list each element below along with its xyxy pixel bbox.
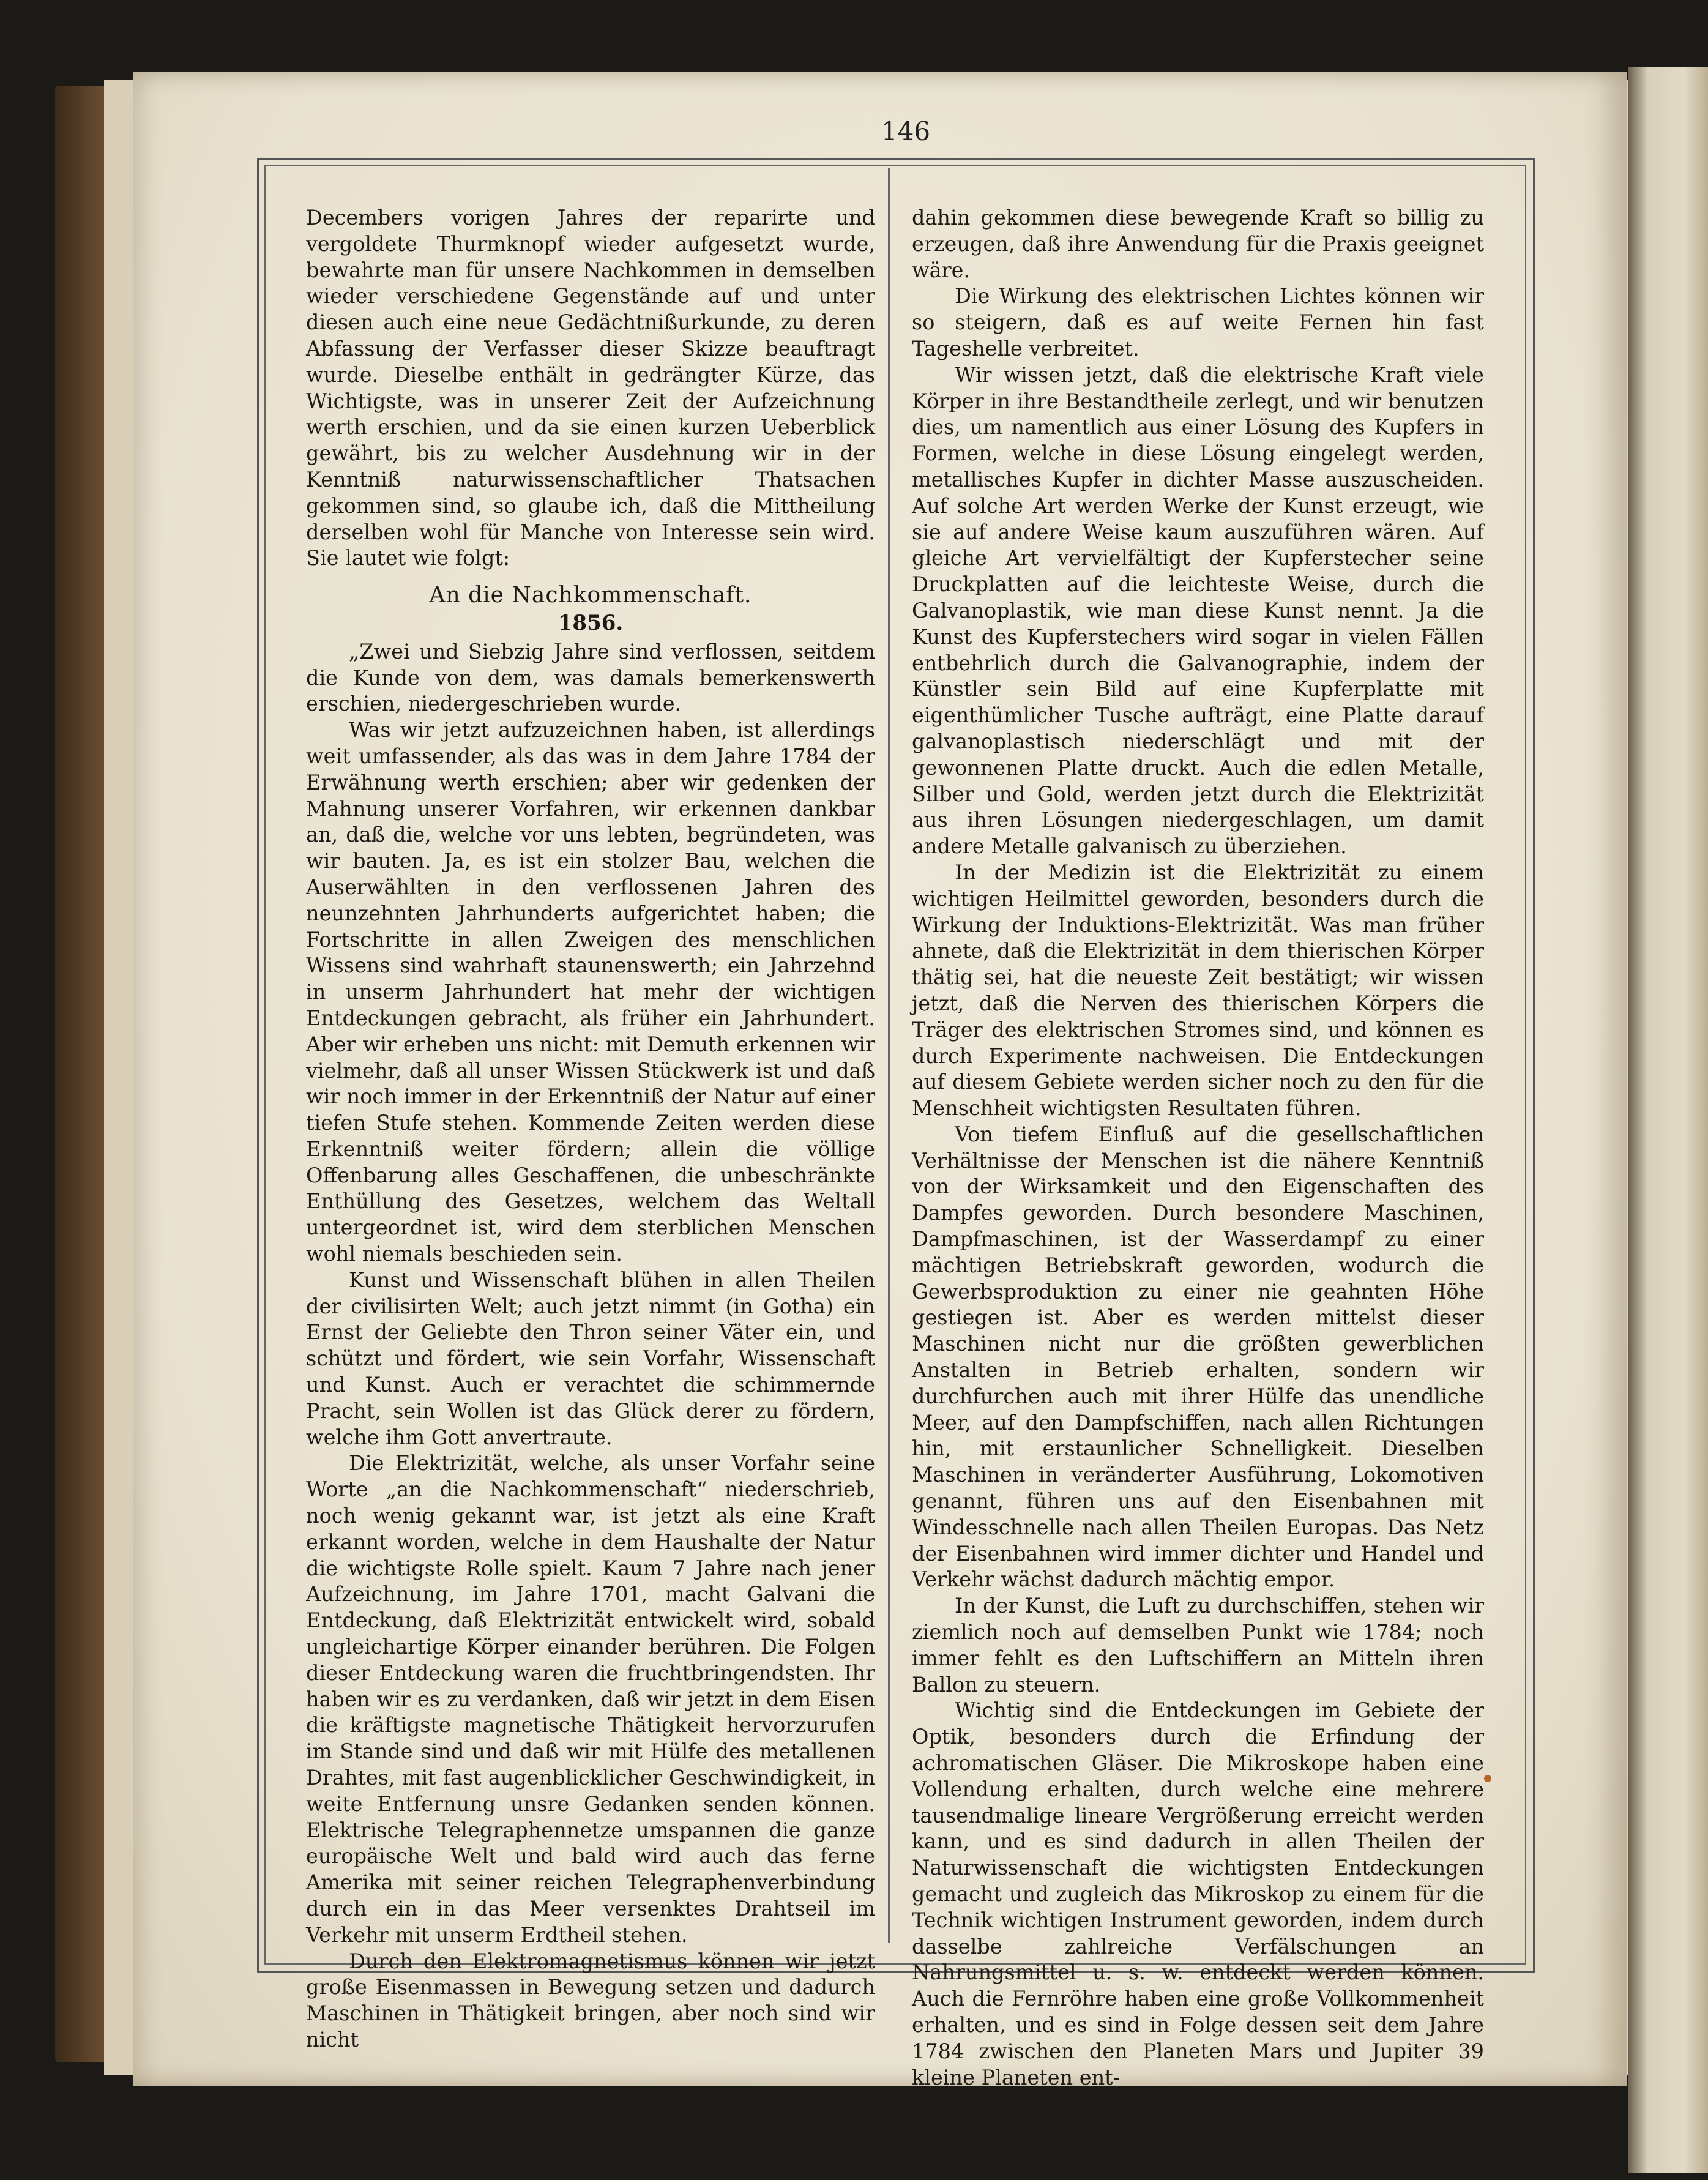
paragraph: Die Wirkung des elektrischen Lichtes können wir so steigern, daß es auf weite Fernen hin fast Tageshelle verbreitet. xyxy=(912,284,1484,360)
right-column xyxy=(912,205,1484,2091)
paragraph: Wichtig sind die Entdeckungen im Gebiete der Optik, besonders durch die Erfindung der achromatischen Gläser. Die Mikroskope haben eine Vollendung erhalten, durch welche eine mehrere tausendmalige lineare Vergrößerung erreicht werden kann, und es sind dadurch in allen Theilen der Naturwissenschaft die wichtigsten Entdeckungen gemacht und zugleich das Mikroskop zu einem für die Technik wichtigen Instrument geworden, indem durch dasselbe zahlreiche Verfälschungen an Nahrungsmittel u. s. w. entdeckt werden können. Auch die Fernröhre haben eine große Vollkommenheit erhalten, und es sind in Folge dessen seit dem Jahre 1784 zwischen den Planeten Mars und Jupiter 39 kleine Planeten ent- xyxy=(912,1698,1484,2089)
paragraph: dahin gekommen diese bewegende Kraft so billig zu erzeugen, daß ihre Anwendung für die Praxis geeignet wäre. xyxy=(912,206,1484,282)
section-heading: An die Nachkommenschaft. xyxy=(429,583,752,608)
paragraph: In der Medizin ist die Elektrizität zu einem wichtigen Heilmittel geworden, besonders durch die Wirkung der Induktions-Elektrizität. Was man früher ahnete, daß die Elektrizität in dem thierischen Körper thätig sei, hat die neueste Zeit bestätigt; wir wissen jetzt, daß die Nerven des thierischen Körpers die Träger des elektrischen Stromes sind, und können es durch Experimente nachweisen. Die Entdeckungen auf diesem Gebiete werden sicher noch zu den für die Menschheit wichtigsten Resultaten führen. xyxy=(912,860,1484,1121)
paragraph: Was wir jetzt aufzuzeichnen haben, ist allerdings weit umfassender, als das was in dem Jahre 1784 der Erwähnung werth erschien; aber wir gedenken der Mahnung unserer Vorfahren, wir erkennen dankbar an, daß die, welche vor uns lebten, begründeten, was wir bauten. Ja, es ist ein stolzer Bau, welchen die Auserwählten in den verflossenen Jahren des neunzehnten Jahrhunderts aufgerichtet haben; die Fortschritte in allen Zweigen des menschlichen Wissens sind wahrhaft staunenswerth; ein Jahrzehnd in unserm Jahrhundert hat mehr der wichtigen Entdeckungen gebracht, als früher ein Jahrhundert. Aber wir erheben uns nicht: mit Demuth erkennen wir vielmehr, daß all unser Wissen Stückwerk ist und daß wir noch immer in der Erkenntniß der Natur auf einer tiefen Stufe stehen. Kommende Zeiten werden diese Erkenntniß weiter fördern; allein die völlige Offenbarung alles Geschaffenen, die unbeschränkte Enthüllung des Gesetzes, welchem das Weltall untergeordnet ist, wird dem sterblichen Menschen wohl niemals beschieden sein. xyxy=(306,718,875,1266)
paragraph: „Zwei und Siebzig Jahre sind verflossen, seitdem die Kunde von dem, was damals bemerkenswerth erschien, niedergeschrieben wurde. xyxy=(306,639,875,716)
paragraph: Wir wissen jetzt, daß die elektrische Kraft viele Körper in ihre Bestandtheile zerlegt, und wir benutzen dies, um namentlich aus einer Lösung des Kupfers in Formen, welche in diese Lösung eingelegt werden, metallisches Kupfer in dichter Masse auszuscheiden. Auf solche Art werden Werke der Kunst erzeugt, wie sie auf andere Weise kaum auszuführen wären. Auf gleiche Art vervielfältigt der Kupferstecher seine Druckplatten auf die leichteste Weise, durch die Galvanoplastik, wie man diese Kunst nennt. Ja die Kunst des Kupferstechers wird sogar in vielen Fällen entbehrlich durch die Galvanographie, indem der Künstler sein Bild auf eine Kupferplatte mit eigenthümlicher Tusche aufträgt, eine Platte darauf galvanoplastisch niederschlägt und mit der gewonnenen Platte druckt. Auch die edlen Metalle, Silber und Gold, werden jetzt durch die Elektrizität aus ihren Lösungen niedergeschlagen, um damit andere Metalle galvanisch zu überziehen. xyxy=(912,362,1484,859)
page-number: 146 xyxy=(881,116,931,146)
section-year: 1856. xyxy=(558,610,624,635)
paragraph: Von tiefem Einfluß auf die gesellschaftlichen Verhältnisse der Menschen ist die nähere Kenntniß von der Wirksamkeit und den Eigenschaften des Dampfes geworden. Durch besondere Maschinen, Dampfmaschinen, ist der Wasserdampf zu einer mächtigen Betriebskraft geworden, wodurch die Gewerbsproduktion zu einer nie geahnten Höhe gestiegen ist. Aber es werden mittelst dieser Maschinen nicht nur die größten gewerblichen Anstalten in Betrieb erhalten, sondern wir durchfurchen auch mit ihrer Hülfe das unendliche Meer, auf den Dampfschiffen, nach allen Richtungen hin, mit erstaunlicher Schnelligkeit. Dieselben Maschinen in veränderter Ausführung, Lokomotiven genannt, führen uns auf den Eisenbahnen mit Windesschnelle nach allen Theilen Europas. Das Netz der Eisenbahnen wird immer dichter und Handel und Verkehr wächst dadurch mächtig empor. xyxy=(912,1122,1484,1592)
paragraph: Kunst und Wissenschaft blühen in allen Theilen der civilisirten Welt; auch jetzt nimmt (in Gotha) ein Ernst der Geliebte den Thron seiner Väter ein, und schützt und fördert, wie sein Vorfahr, Wissenschaft und Kunst. Auch er verachtet die schimmernde Pracht, sein Wollen ist das Glück derer zu fördern, welche ihm Gott anvertraute. xyxy=(306,1267,875,1449)
paragraph: Durch den Elektromagnetismus können wir jetzt große Eisenmassen in Bewegung setzen und dadurch Maschinen in Thätigkeit bringen, aber noch sind wir nicht xyxy=(306,1949,875,2051)
paragraph: Die Elektrizität, welche, als unser Vorfahr seine Worte „an die Nachkommenschaft“ niederschrieb, noch wenig gekannt war, ist jetzt als eine Kraft erkannt worden, welche in dem Haushalte der Natur die wichtigste Rolle spielt. Kaum 7 Jahre nach jener Aufzeichnung, im Jahre 1701, macht Galvani die Entdeckung, daß Elektrizität entwickelt wird, sobald ungleichartige Körper einander berühren. Die Folgen dieser Entdeckung waren die fruchtbringendsten. Ihr haben wir es zu verdanken, daß wir jetzt in dem Eisen die kräftigste magnetische Thätigkeit hervorzurufen im Stande sind und daß wir mit Hülfe des metallenen Drahtes, mit fast augenblicklicher Geschwindigkeit, in weite Entfernung unsre Gedanken senden können. Elektrische Telegraphennetze umspannen die ganze europäische Welt und bald wird auch das ferne Amerika mit seiner reichen Telegraphenverbindung durch ein in das Meer versenktes Drahtseil im Verkehr mit unserm Erdtheil stehen. xyxy=(306,1451,875,1947)
column-divider xyxy=(888,168,890,1943)
left-column xyxy=(306,205,875,2053)
page-stain xyxy=(1484,1775,1491,1782)
paragraph: In der Kunst, die Luft zu durchschiffen, stehen wir ziemlich noch auf demselben Punkt wie 1784; noch immer fehlt es den Luftschiffern an Mitteln ihren Ballon zu steuern. xyxy=(912,1594,1484,1697)
intro-paragraph: Decembers vorigen Jahres der reparirte und vergoldete Thurmknopf wieder aufgesetzt wurde, bewahrte man für unsere Nachkommen in demselben wieder verschiedene Gegenstände auf und unter diesen auch eine neue Gedächtnißurkunde, zu deren Abfassung der Verfasser dieser Skizze beauftragt wurde. Dieselbe enthält in gedrängter Kürze, das Wichtigste, was in unserer Zeit der Aufzeichnung werth erschien, und da sie einen kurzen Ueberblick gewährt, bis zu welcher Ausdehnung wir in der Kenntniß naturwissenschaftlicher Thatsachen gekommen sind, so glaube ich, daß die Mittheilung derselben wohl für Manche von Interesse sein wird. Sie lautet wie folgt: xyxy=(306,206,875,570)
right-page-edge xyxy=(1628,67,1708,2173)
